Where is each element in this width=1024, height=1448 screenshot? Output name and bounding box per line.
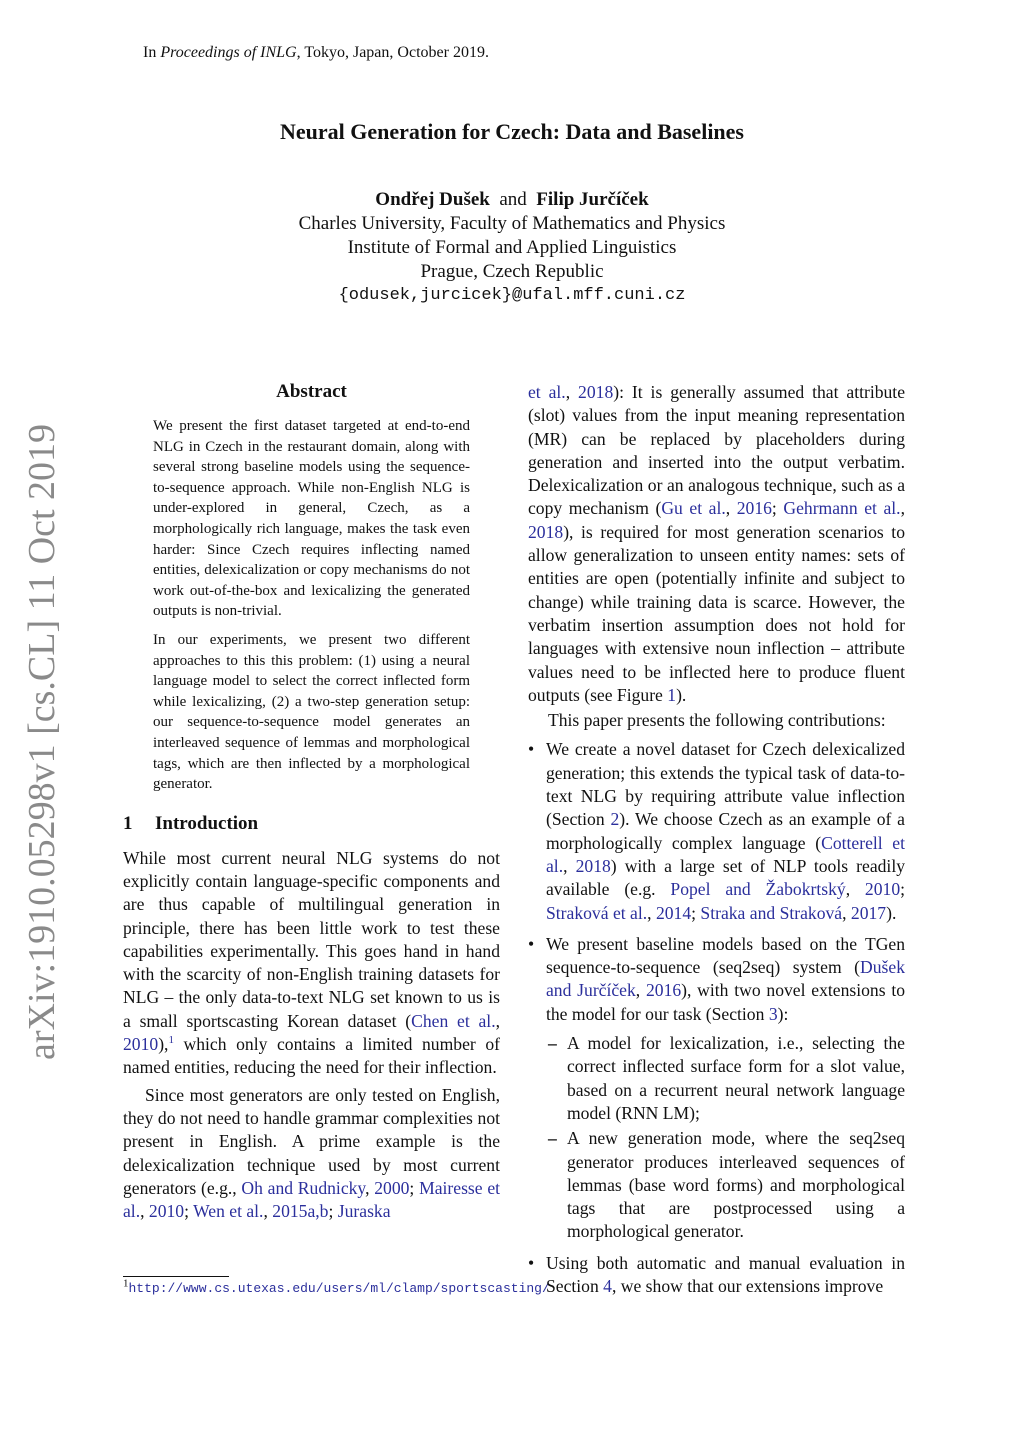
section-heading-introduction: 1 Introduction (123, 812, 259, 834)
figure-ref-link[interactable]: 1 (667, 684, 677, 705)
citation-link[interactable]: Juraska (337, 1201, 391, 1222)
citation-link[interactable]: Gu et al. (661, 498, 726, 519)
author-block (0, 188, 1024, 308)
citation-link[interactable]: Cotterell et al. (546, 832, 905, 876)
intro-paragraph-2: Since most generators are only tested on English, they do not need to handle grammar complexities not present in English. A prime example is the delexicalization technique used by most current generators (e.g., Oh and Rudnicky, 2000; Mairesse et al., 2010; Wen et al., 2015a,b; Juraska (123, 1084, 501, 1222)
citation-link[interactable]: Straka and Straková (700, 902, 843, 923)
arxiv-stamp: arXiv:1910.05298v1 [cs.CL] 11 Oct 2019 (21, 423, 63, 1060)
list-item: • We create a novel dataset for Czech delexicalized generation; this extends the typical task of data-to-text NLG by requiring attribute value inflection (Section 2). We choose Czech as an example of a morphologically complex language (Cotterell et al., 2018) with a large set of NLP tools readily available (e.g. Popel and Žabokrtský, 2010; Straková et al., 2014; Straka and Straková, 2017). (528, 738, 905, 924)
citation-link[interactable]: et al. (528, 382, 566, 402)
footnote-marker[interactable]: 1 (168, 1034, 174, 1047)
affiliation-3: Prague, Czech Republic (420, 261, 604, 282)
introduction-body (123, 847, 500, 1224)
citation-link[interactable]: Popel and Žabokrtský (670, 879, 846, 900)
left-column (123, 381, 500, 1223)
citation-year-link[interactable]: 2010 (864, 879, 901, 900)
citation-year-link[interactable]: 2014 (655, 902, 692, 923)
citation-year-link[interactable]: 2000 (374, 1177, 410, 1198)
author-2: Filip Jurčíček (536, 189, 649, 210)
affiliation-1: Charles University, Faculty of Mathematics and Physics (298, 213, 726, 234)
citation-year-link[interactable]: 2016 (736, 498, 772, 519)
venue-line: In Proceedings of INLG, Tokyo, Japan, October 2019. (143, 44, 489, 61)
citation-link[interactable]: Wen et al. (193, 1201, 264, 1222)
contributions-list (528, 738, 905, 1298)
citation-year-link[interactable]: 2010 (148, 1201, 185, 1222)
right-paragraph-2: This paper presents the following contributions: (548, 710, 886, 731)
venue-name: Proceedings of INLG (160, 44, 297, 61)
footnote-url-link[interactable]: http://www.cs.utexas.edu/users/ml/clamp/sportscasting/ (128, 1281, 550, 1296)
citation-year-link[interactable]: 2015a,b (272, 1201, 329, 1222)
section-ref-link[interactable]: 3 (768, 1003, 778, 1024)
author-names: Ondřej Dušek and Filip Jurčíček (375, 189, 649, 210)
citation-link[interactable]: Chen et al. (411, 1010, 496, 1031)
abstract-paragraph-2: In our experiments, we present two different approaches to this this problem: (1) using a neural language model to select the correct inflected form while lexicalizing, (2) a two-step generation setup: our sequence-to-sequence model generates an interleaved sequence of lemmas and morphological tags, which are then inflected by a morphological generator. (153, 631, 470, 793)
list-item: – A new generation mode, where the seq2seq generator produces interleaved sequences of lemmas (base word forms) and morphological tags that are postprocessed using a morphological generator. (546, 1127, 905, 1243)
citation-year-link[interactable]: 2018 (575, 855, 611, 876)
section-ref-link[interactable]: 2 (610, 809, 620, 830)
citation-link[interactable]: Straková et al. (546, 902, 648, 923)
citation-year-link[interactable]: 2018 (528, 521, 564, 542)
author-1: Ondřej Dušek (375, 189, 490, 210)
author-email: {odusek,jurcicek}@ufal.mff.cuni.cz (338, 286, 686, 305)
citation-year-link[interactable]: 2016 (645, 980, 682, 1001)
list-item: • We present baseline models based on the TGen sequence-to-sequence (seq2seq) system (Dušek and Jurčíček, 2016), with two novel extensions to the model for our task (Section 3): – A model for lexicalization, i.e., selecting the correct inflected surface form for a slot value, based on a recurrent neural network language model (RNN LM); – A new generation mode, where the seq2seq generator produces interleaved sequences of lemmas (base word forms) and morphological tags that are postprocessed using a morphological generator. (528, 933, 905, 1244)
abstract-heading: Abstract (276, 381, 347, 402)
affiliation-2: Institute of Formal and Applied Linguistics (347, 237, 677, 258)
right-column (528, 381, 905, 1306)
citation-link[interactable]: Dušek and Jurčíček (546, 957, 905, 1001)
citation-year-link[interactable]: 2017 (850, 902, 887, 923)
footnote: $^1$http://www.cs.utexas.edu/users/ml/clamp/sportscasting/ (123, 1277, 550, 1296)
extensions-list (546, 1032, 905, 1244)
footnote-rule (123, 1276, 229, 1277)
intro-paragraph-1: While most current neural NLG systems do not explicitly contain language-specific components and are thus capable of multilingual generation in principle, there has been little work to test these capabilities experimentally. This goes hand in hand with the scarcity of non-English training datasets for NLG – the only data-to-text NLG set known to us is a small sportscasting Korean dataset (Chen et al., 2010),$^1$ which only contains a limited number of named entities, reducing the need for their inflection. (123, 847, 500, 1078)
paper-title: Neural Generation for Czech: Data and Baselines (280, 119, 744, 144)
citation-year-link[interactable]: 2018 (578, 382, 614, 402)
list-item: • Using both automatic and manual evaluation in Section 4, we show that our extensions improve (528, 1252, 905, 1299)
list-item: – A model for lexicalization, i.e., selecting the correct inflected surface form for a slot value, based on a recurrent neural network language model (RNN LM); (546, 1032, 905, 1125)
citation-link[interactable]: Oh and Rudnicky (241, 1177, 366, 1198)
citation-link[interactable]: Mairesse et al. (123, 1177, 501, 1222)
abstract (153, 416, 470, 795)
citation-year-link[interactable]: 2010 (123, 1034, 159, 1055)
section-ref-link[interactable]: 4 (603, 1275, 612, 1296)
abstract-paragraph-1: We present the first dataset targeted at end-to-end NLG in Czech in the restaurant domain, along with several strong baseline models using the sequence-to-sequence approach. While non-English NLG is under-explored in general, Czech, as a morphologically rich language, makes the task even harder: Since Czech requires inflecting named entities, delexicalization or copy mechanisms do not work out-of-the-box and lexicalizing the generated outputs is non-trivial. (153, 418, 470, 620)
right-paragraph-1: et al., 2018): It is generally assumed that attribute (slot) values from the input meaning representation (MR) can be replaced by placeholders during generation and inserted into the output verbatim. Delexicalization or an analogous technique, such as a copy mechanism (Gu et al., 2016; Gehrmann et al., 2018), is required for most generation scenarios to allow generalization to unseen entity names: sets of entities are open (potentially infinite and subject to change) while training data is scarce. However, the verbatim insertion assumption does not hold for languages with extensive noun inflection – attribute values need to be inflected here to produce fluent outputs (see Figure 1). (528, 382, 906, 705)
citation-link[interactable]: Gehrmann et al. (783, 498, 901, 519)
